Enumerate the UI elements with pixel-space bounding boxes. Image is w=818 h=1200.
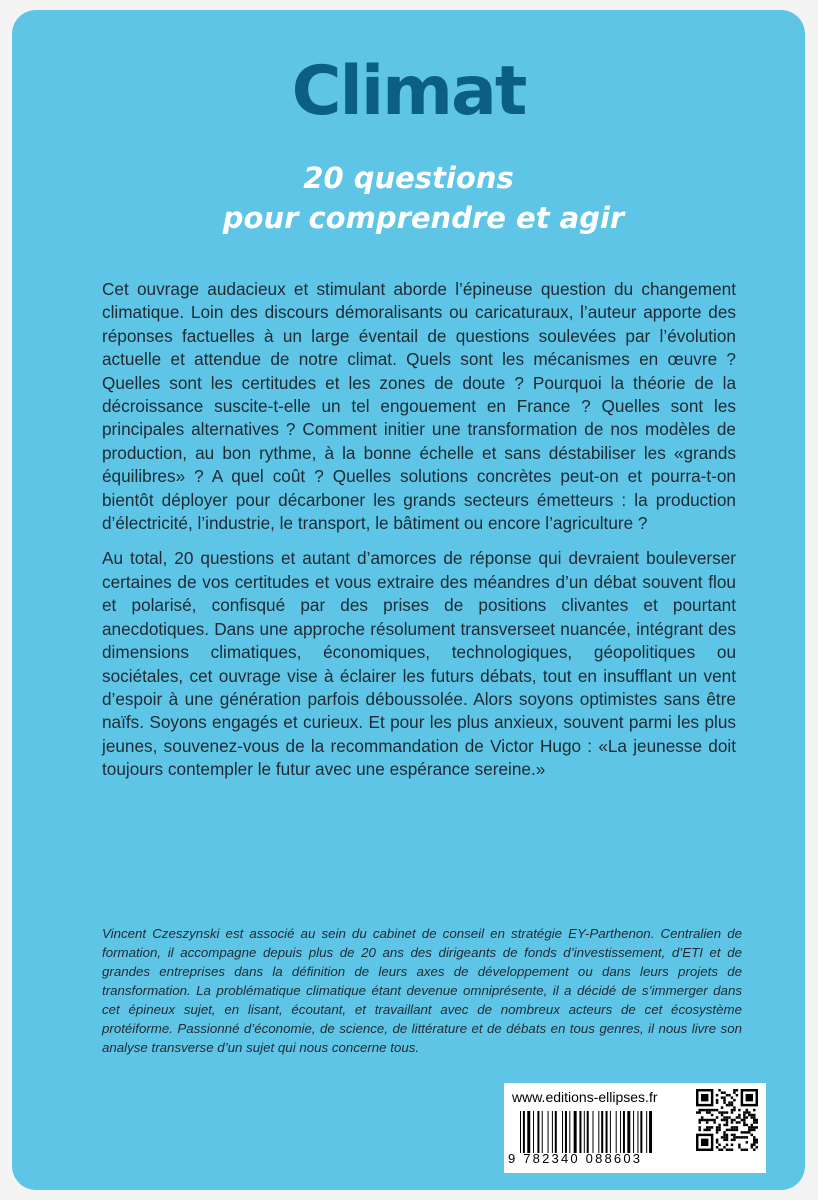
publisher-website: www.editions-ellipses.fr [512, 1089, 658, 1105]
blurb-paragraph-2: Au total, 20 questions et autant d’amorces de réponse qui devraient bouleverser certaines de vos certitudes et vous extraire des méandres d’un débat souvent flou et polarisé, confisqué par des prises de positions clivantes et pourtant anecdotiques. Dans une approche résolument transverseet nuancée, intégrant des dimensions climatiques, économiques, technologiques, géopolitiques ou sociétales, cet ouvrage vise à éclairer les futurs débats, tout en insufflant un vent d’espoir à une génération parfois déboussolée. Alors soyons optimistes sans être naïfs. Soyons engagés et curieux. Et pour les plus anxieux, souvent parmi les plus jeunes, souvenez-vous de la recommandation de Victor Hugo : «La jeunesse doit toujours contempler le futur avec une espérance sereine.» [102, 548, 736, 780]
subtitle-line-1: 20 questions [303, 161, 514, 195]
subtitle-line-2: pour comprendre et agir [222, 201, 625, 235]
blurb [102, 278, 736, 794]
isbn-number: 9 782340 088603 [508, 1151, 643, 1166]
book-subtitle [12, 158, 805, 238]
blurb-paragraph-1: Cet ouvrage audacieux et stimulant aborde l’épineuse question du changement climatique. Loin des discours démoralisants ou caricaturaux, l’auteur apporte des réponses factuelles à un large éventail de questions soulevées par l’évolution actuelle et attendue de notre climat. Quels sont les mécanismes en œuvre ? Quelles sont les certitudes et les zones de doute ? Pourquoi la théorie de la décroissance suscite-t-elle un tel engouement en France ? Quelles sont les principales alternatives ? Comment initier une transformation de nos modèles de production, au bon rythme, à la bonne échelle et sans déstabiliser les «grands équilibres» ? A quel coût ? Quelles solutions concrètes peut-on et pourra-t-on bientôt déployer pour décarboner les grands secteurs émetteurs : la production d’électricité, l’industrie, le transport, le bâtiment ou encore l’agriculture ? [102, 279, 736, 534]
book-back-cover [12, 10, 805, 1190]
barcode-icon [518, 1111, 678, 1153]
barcode-panel [504, 1083, 766, 1173]
book-title: Climat [291, 52, 526, 131]
author-bio: Vincent Czeszynski est associé au sein du cabinet de conseil en stratégie EY-Parthenon. Centralien de formation, il accompagne depuis plus de 20 ans des dirigeants de fonds d’investissement, d’ETI et de grandes entreprises dans la définition de leurs axes de développement ou dans leurs projets de transformation. La problématique climatique étant devenue omniprésente, il a décidé de s’immerger dans cet épineux sujet, en lisant, écoutant, et travaillant avec de nombreux acteurs de cet écosystème protéiforme. Passionné d’économie, de science, de littérature et de débats en tous genres, il nous livre son analyse transverse d’un sujet qui nous concerne tous. [102, 926, 742, 1055]
qr-code-icon [696, 1089, 758, 1151]
